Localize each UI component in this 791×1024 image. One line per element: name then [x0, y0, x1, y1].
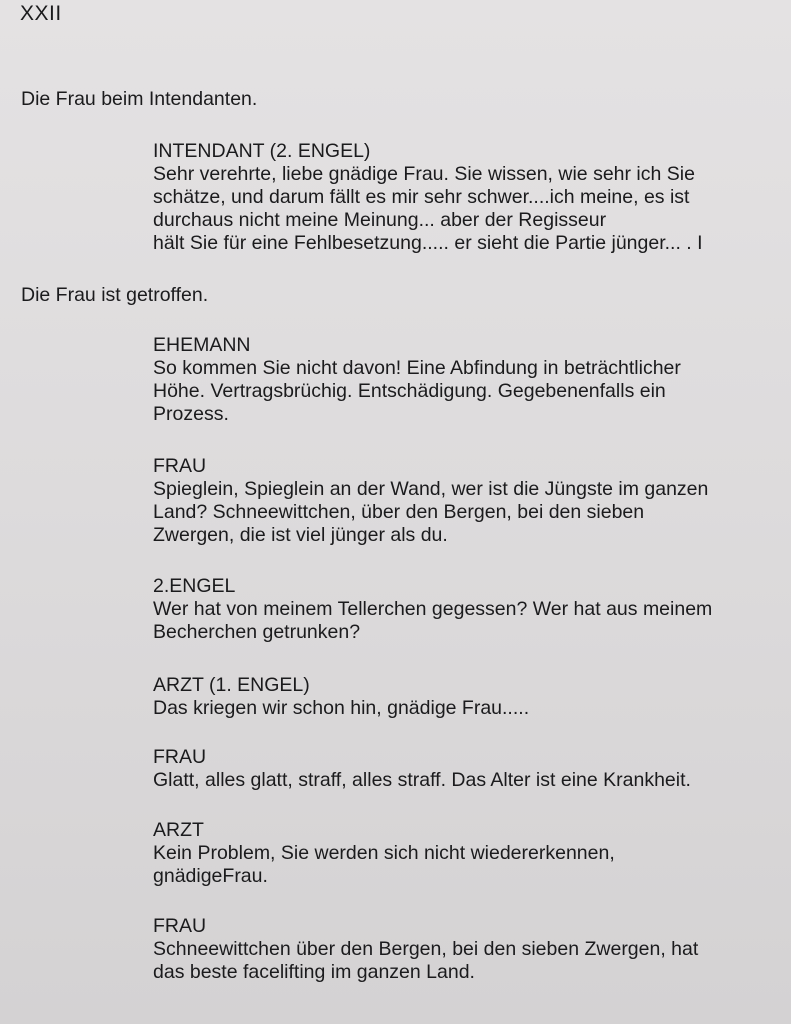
speech-block	[153, 915, 778, 984]
speech-line: Höhe. Vertragsbrüchig. Entschädigung. Gegebenenfalls ein	[153, 380, 666, 402]
speech-block	[153, 674, 778, 720]
speech-block	[153, 746, 778, 792]
speech-line: Spieglein, Spieglein an der Wand, wer ist die Jüngste im ganzen	[153, 478, 709, 500]
speech-line: das beste facelifting im ganzen Land.	[153, 961, 475, 983]
speaker-name: 2.ENGEL	[153, 575, 236, 597]
speech-block	[153, 455, 778, 547]
speech-line: Glatt, alles glatt, straff, alles straff. Das Alter ist eine Krankheit.	[153, 769, 691, 791]
speaker-name: EHEMANN	[153, 334, 251, 356]
speech-line: Kein Problem, Sie werden sich nicht wiedererkennen,	[153, 842, 615, 864]
speech-line: Das kriegen wir schon hin, gnädige Frau.....	[153, 697, 530, 719]
speaker-name: FRAU	[153, 746, 207, 768]
speaker-name: FRAU	[153, 455, 207, 477]
stage-direction: Die Frau ist getroffen.	[21, 284, 209, 306]
speech-line: schätze, und darum fällt es mir sehr schwer....ich meine, es ist	[153, 186, 690, 208]
speech-line: So kommen Sie nicht davon! Eine Abfindung in beträchtlicher	[153, 357, 681, 379]
speech-line: Schneewittchen über den Bergen, bei den sieben Zwergen, hat	[153, 938, 699, 960]
speech-block	[153, 140, 778, 255]
speech-line: hält Sie für eine Fehlbesetzung..... er sieht die Partie jünger... . I	[153, 232, 703, 254]
speaker-name: INTENDANT (2. ENGEL)	[153, 140, 371, 162]
speech-block	[153, 819, 778, 888]
speech-line: Wer hat von meinem Tellerchen gegessen? Wer hat aus meinem	[153, 598, 713, 620]
speech-block	[153, 334, 778, 426]
speech-line: Land? Schneewittchen, über den Bergen, bei den sieben	[153, 501, 645, 523]
stage-direction: Die Frau beim Intendanten.	[21, 88, 258, 110]
speaker-name: FRAU	[153, 915, 207, 937]
speaker-name: ARZT	[153, 819, 204, 841]
speech-line: Zwergen, die ist viel jünger als du.	[153, 524, 448, 546]
speech-line: Prozess.	[153, 403, 229, 425]
speaker-name: ARZT (1. ENGEL)	[153, 674, 310, 696]
speech-block	[153, 575, 778, 644]
scene-number: XXII	[20, 2, 62, 25]
speech-line: gnädigeFrau.	[153, 865, 268, 887]
speech-line: Sehr verehrte, liebe gnädige Frau. Sie wissen, wie sehr ich Sie	[153, 163, 695, 185]
speech-line: durchaus nicht meine Meinung... aber der Regisseur	[153, 209, 607, 231]
speech-line: Becherchen getrunken?	[153, 621, 361, 643]
